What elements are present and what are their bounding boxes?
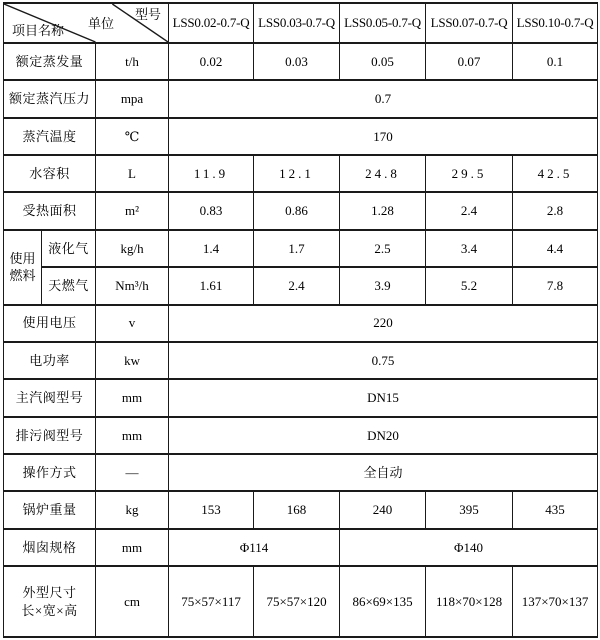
table-row [4, 454, 598, 491]
value-cell: 2.8 [513, 192, 598, 229]
value-cell: 3.4 [426, 230, 513, 267]
value-cell: 1.7 [254, 230, 340, 267]
row-label-cell: 液化气 [42, 230, 96, 267]
merged-value-cell: DN15 [169, 379, 598, 416]
value-cell: 1.28 [340, 192, 426, 229]
row-label-cell: 额定蒸汽压力 [4, 80, 96, 117]
header-row [4, 3, 598, 43]
row-label-cell: 锅炉重量 [4, 491, 96, 528]
model-header-cell: LSS0.02-0.7-Q [169, 3, 254, 43]
table-row [4, 305, 598, 342]
row-label-cell: 水容积 [4, 155, 96, 192]
corner-header-cell [4, 3, 169, 43]
merged-value-cell: 220 [169, 305, 598, 342]
table-row [4, 379, 598, 416]
value-cell: 0.1 [513, 43, 598, 80]
value-cell: 137×70×137 [513, 566, 598, 637]
value-cell: 7.8 [513, 267, 598, 304]
corner-item-label: 项目名称 [12, 23, 65, 39]
table-row [4, 267, 598, 304]
value-cell: 2.4 [254, 267, 340, 304]
value-cell: 0.03 [254, 43, 340, 80]
row-label-cell: 电功率 [4, 342, 96, 379]
corner-unit-label: 单位 [88, 16, 115, 31]
value-cell: 153 [169, 491, 254, 528]
model-header-cell: LSS0.05-0.7-Q [340, 3, 426, 43]
unit-cell: cm [96, 566, 169, 637]
merged-value-cell: 0.7 [169, 80, 598, 117]
spec-table [3, 2, 598, 638]
fuel-group-cell: 使用燃料 [4, 230, 42, 305]
merged-value-cell: 全自动 [169, 454, 598, 491]
row-label-cell: 外型尺寸 长×宽×高 [4, 566, 96, 637]
merged-value-cell: Φ140 [340, 529, 598, 566]
table-row [4, 417, 598, 454]
table-row [4, 118, 598, 155]
value-cell: 0.86 [254, 192, 340, 229]
value-cell: 86×69×135 [340, 566, 426, 637]
value-cell: 118×70×128 [426, 566, 513, 637]
corner-model-label: 型号 [135, 7, 162, 22]
row-label-cell: 蒸汽温度 [4, 118, 96, 155]
merged-value-cell: 0.75 [169, 342, 598, 379]
row-label-cell: 主汽阀型号 [4, 379, 96, 416]
merged-value-cell: DN20 [169, 417, 598, 454]
value-cell: 0.05 [340, 43, 426, 80]
value-cell: 42.5 [513, 155, 598, 192]
table-row [4, 192, 598, 229]
row-label-cell: 烟囱规格 [4, 529, 96, 566]
value-cell: 11.9 [169, 155, 254, 192]
unit-cell: mpa [96, 80, 169, 117]
table-row [4, 43, 598, 80]
value-cell: 75×57×117 [169, 566, 254, 637]
value-cell: 3.9 [340, 267, 426, 304]
table-row [4, 230, 598, 267]
table-row [4, 566, 598, 637]
unit-cell: m² [96, 192, 169, 229]
value-cell: 395 [426, 491, 513, 528]
merged-value-cell: Φ114 [169, 529, 340, 566]
value-cell: 240 [340, 491, 426, 528]
unit-cell: mm [96, 379, 169, 416]
row-label-cell: 天燃气 [42, 267, 96, 304]
table-row [4, 155, 598, 192]
value-cell: 435 [513, 491, 598, 528]
value-cell: 0.02 [169, 43, 254, 80]
row-label-cell: 额定蒸发量 [4, 43, 96, 80]
merged-value-cell: 170 [169, 118, 598, 155]
row-label-cell: 操作方式 [4, 454, 96, 491]
row-label-cell: 受热面积 [4, 192, 96, 229]
model-header-cell: LSS0.07-0.7-Q [426, 3, 513, 43]
table-row [4, 491, 598, 528]
unit-cell: kg [96, 491, 169, 528]
unit-cell: Nm³/h [96, 267, 169, 304]
unit-cell: mm [96, 529, 169, 566]
model-header-cell: LSS0.10-0.7-Q [513, 3, 598, 43]
table-row [4, 342, 598, 379]
unit-cell: L [96, 155, 169, 192]
value-cell: 2.4 [426, 192, 513, 229]
value-cell: 0.07 [426, 43, 513, 80]
unit-cell: t/h [96, 43, 169, 80]
value-cell: 24.8 [340, 155, 426, 192]
model-header-cell: LSS0.03-0.7-Q [254, 3, 340, 43]
unit-cell: v [96, 305, 169, 342]
table-row [4, 80, 598, 117]
value-cell: 1.61 [169, 267, 254, 304]
unit-cell: kw [96, 342, 169, 379]
value-cell: 2.5 [340, 230, 426, 267]
value-cell: 168 [254, 491, 340, 528]
value-cell: 5.2 [426, 267, 513, 304]
value-cell: 12.1 [254, 155, 340, 192]
row-label-cell: 使用电压 [4, 305, 96, 342]
table-row [4, 529, 598, 566]
unit-cell: mm [96, 417, 169, 454]
value-cell: 4.4 [513, 230, 598, 267]
unit-cell: — [96, 454, 169, 491]
spec-table-body [4, 3, 598, 637]
value-cell: 75×57×120 [254, 566, 340, 637]
value-cell: 29.5 [426, 155, 513, 192]
value-cell: 0.83 [169, 192, 254, 229]
unit-cell: ℃ [96, 118, 169, 155]
value-cell: 1.4 [169, 230, 254, 267]
row-label-cell: 排污阀型号 [4, 417, 96, 454]
unit-cell: kg/h [96, 230, 169, 267]
